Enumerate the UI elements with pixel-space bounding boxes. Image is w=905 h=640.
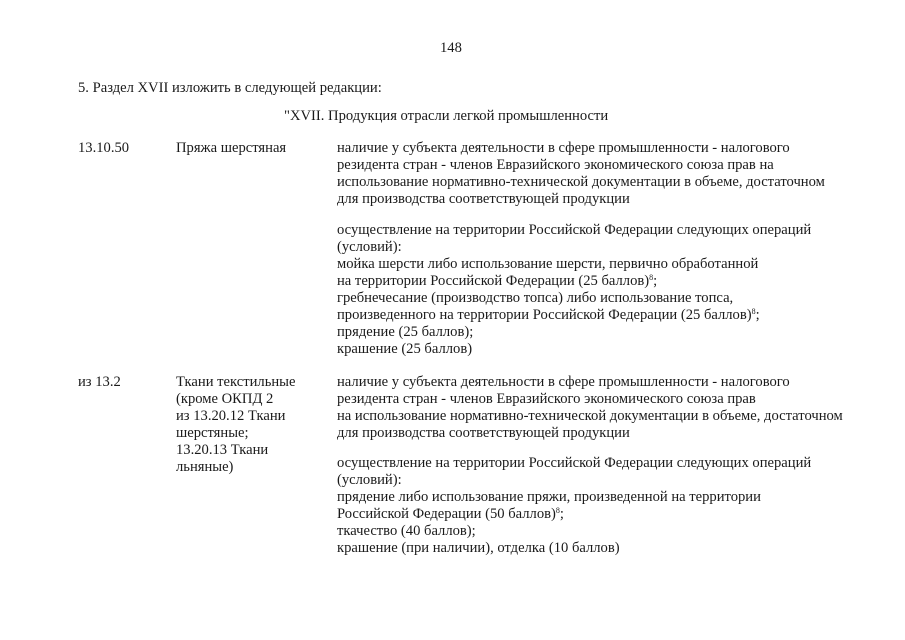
row-2-block-1-line: наличие у субъекта деятельности в сфере промышленности - налогового [337, 374, 790, 390]
row-2-block-1 [337, 374, 843, 442]
row-1-block-1-line: использование нормативно-технической документации в объеме, достаточном [337, 174, 825, 190]
row-2-code: из 13.2 [78, 374, 121, 390]
row-1-block-2-text: произведенного на территории Российской Федерации (25 баллов) [337, 307, 752, 323]
footnote-punct: ; [755, 307, 760, 323]
footnote-ref: 8 [555, 506, 560, 515]
row-2-block-2-line: ткачество (40 баллов); [337, 523, 476, 539]
instruction-text: 5. Раздел XVII изложить в следующей редакции: [78, 80, 382, 96]
row-2-block-2-line: (условий): [337, 472, 402, 488]
row-2-block-1-line: для производства соответствующей продукции [337, 425, 630, 441]
row-2-name-line: (кроме ОКПД 2 [176, 391, 274, 407]
row-1-block-2-line [337, 273, 811, 290]
row-1-block-1-line: наличие у субъекта деятельности в сфере промышленности - налогового [337, 140, 790, 156]
row-1-block-2-line: (условий): [337, 239, 402, 255]
row-1-block-2-line: крашение (25 баллов) [337, 341, 473, 357]
page-number: 148 [440, 40, 462, 56]
row-1-block-1-line: резидента стран - членов Евразийского экономического союза прав на [337, 157, 774, 173]
row-2-block-2-line: прядение либо использование пряжи, произведенной на территории [337, 489, 761, 505]
row-1-name: Пряжа шерстяная [176, 140, 287, 156]
row-2-block-2-line: крашение (при наличии), отделка (10 баллов) [337, 540, 620, 556]
footnote-ref: 8 [751, 307, 756, 316]
row-1-block-2-line: мойка шерсти либо использование шерсти, первично обработанной [337, 256, 759, 272]
row-1-block-2-line: гребнечесание (производство топса) либо использование топса, [337, 290, 734, 306]
footnote-ref: 8 [649, 273, 654, 282]
row-1-block-1 [337, 140, 825, 208]
row-2-name [176, 374, 295, 476]
row-2-name-line: из 13.20.12 Ткани [176, 408, 286, 424]
row-1-block-2-line: прядение (25 баллов); [337, 324, 474, 340]
row-2-block-2-line [337, 506, 811, 523]
row-2-name-line: Ткани текстильные [176, 374, 296, 390]
section-title: "XVII. Продукция отрасли легкой промышленности [284, 108, 609, 124]
row-2-block-2 [337, 455, 811, 557]
row-2-name-line: льняные) [176, 459, 234, 475]
row-2-block-2-text: Российской Федерации (50 баллов) [337, 506, 556, 522]
row-2-block-1-line: на использование нормативно-технической документации в объеме, достаточном [337, 408, 843, 424]
row-2-block-1-line: резидента стран - членов Евразийского экономического союза прав [337, 391, 756, 407]
row-2-name-line: 13.20.13 Ткани [176, 442, 269, 458]
row-1-block-1-line: для производства соответствующей продукции [337, 191, 630, 207]
row-1-block-2-line: осуществление на территории Российской Федерации следующих операций [337, 222, 812, 238]
row-1-block-2 [337, 222, 811, 358]
footnote-punct: ; [653, 273, 658, 289]
row-2-name-line: шерстяные; [176, 425, 249, 441]
row-2-block-2-line: осуществление на территории Российской Федерации следующих операций [337, 455, 812, 471]
footnote-punct: ; [559, 506, 564, 522]
row-1-block-2-line [337, 307, 811, 324]
row-1-code: 13.10.50 [78, 140, 130, 156]
row-1-block-2-text: на территории Российской Федерации (25 баллов) [337, 273, 650, 289]
